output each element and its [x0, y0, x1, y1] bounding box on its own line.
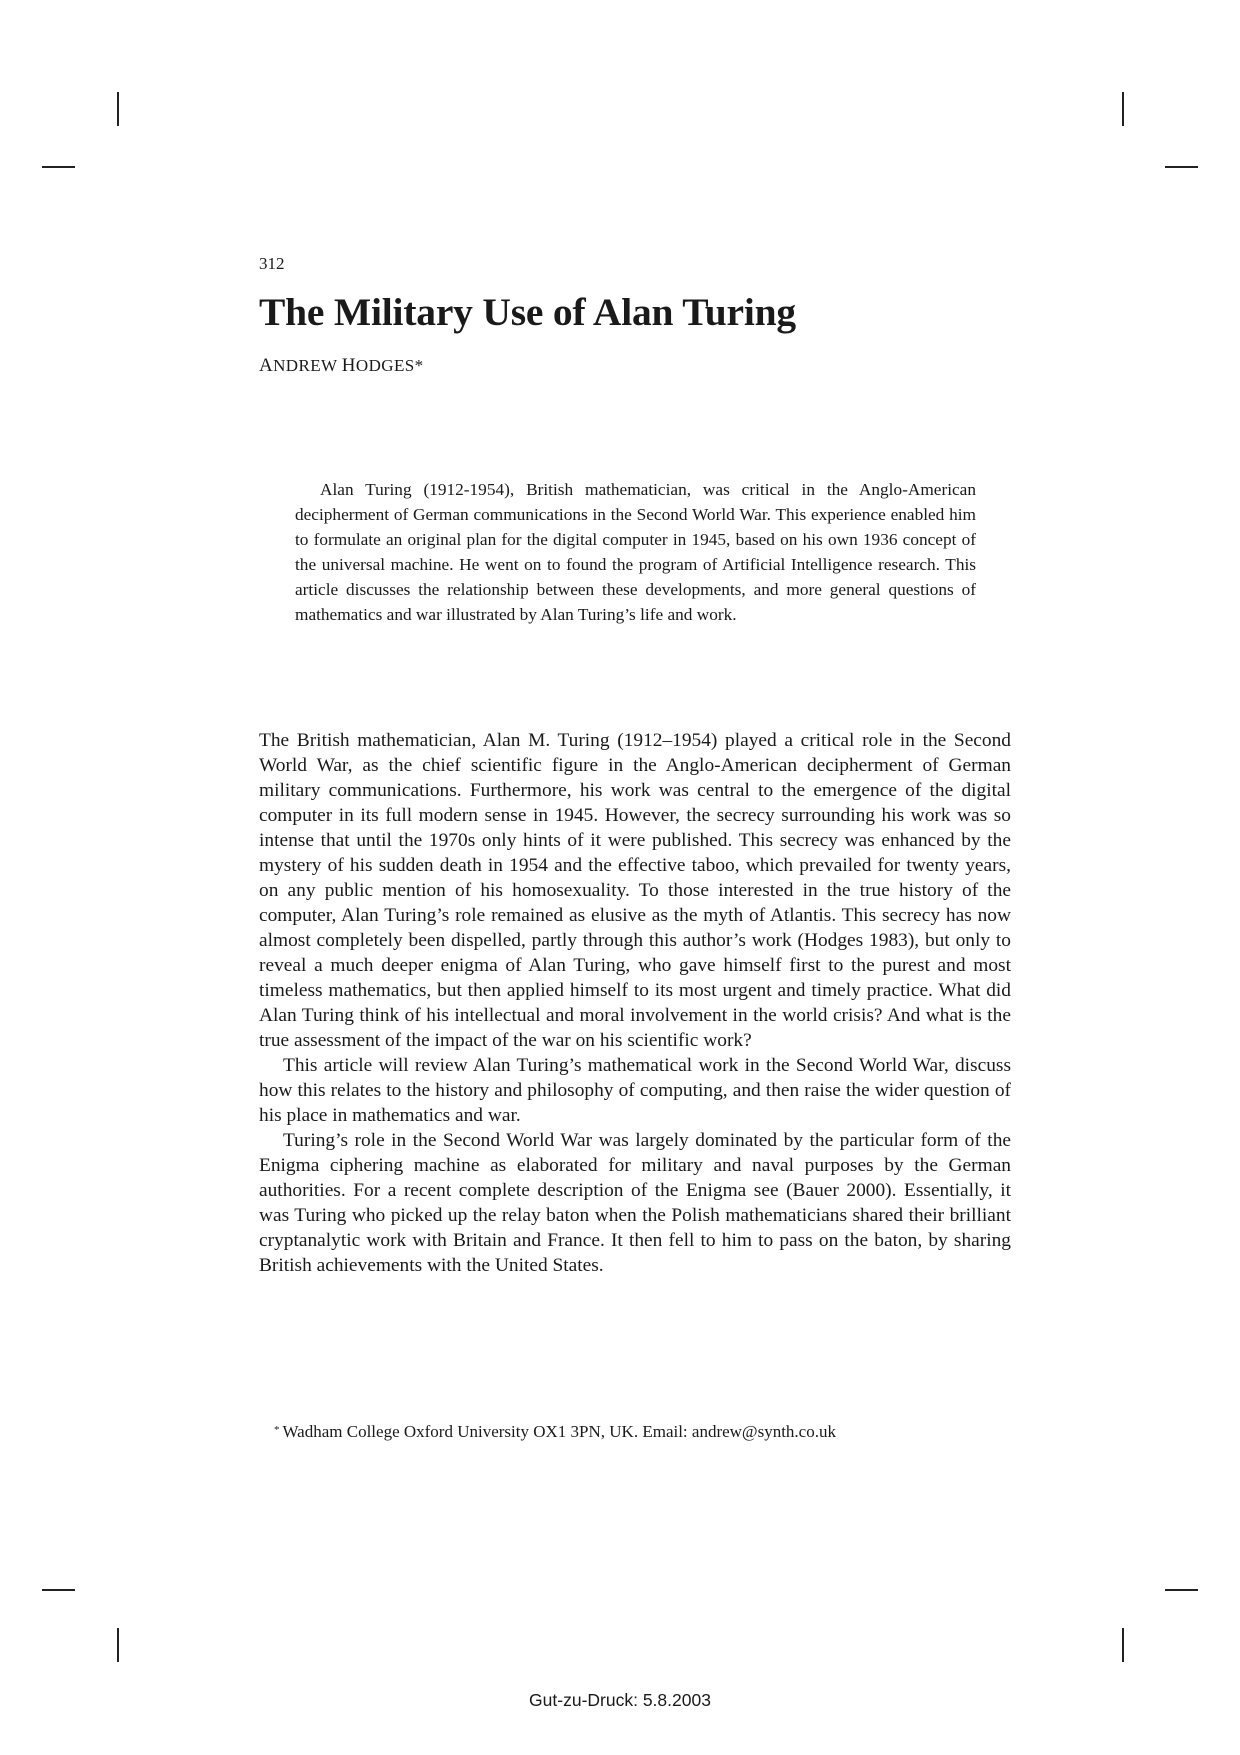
crop-mark — [1122, 1628, 1124, 1662]
footnote-text: Wadham College Oxford University OX1 3PN, UK. Email: andrew@synth.co.uk — [282, 1422, 836, 1441]
paragraph: The British mathematician, Alan M. Turing (1912–1954) played a critical role in the Second World War, as the chief scientific figure in the Anglo-American decipherment of German military communications. Furthermore, his work was central to the emergence of the digital computer in its full modern sense in 1945. However, the secrecy surrounding his work was so intense that until the 1970s only hints of it were published. This secrecy was enhanced by the mystery of his sudden death in 1954 and the effective taboo, which prevailed for twenty years, on any public mention of his homosexuality. To those interested in the true history of the computer, Alan Turing’s role remained as elusive as the myth of Atlantis. This secrecy has now almost completely been dispelled, partly through this author’s work (Hodges 1983), but only to reveal a much deeper enigma of Alan Turing, who gave himself first to the purest and most timeless mathematics, but then applied himself to its most urgent and timely practice. What did Alan Turing think of his intellectual and moral involvement in the world crisis? And what is the true assessment of the impact of the war on his scientific work? — [259, 730, 1011, 1051]
crop-mark — [42, 166, 75, 168]
crop-mark — [117, 1628, 119, 1662]
body-text — [259, 728, 1011, 1278]
author-name: ANDREW HODGES* — [259, 355, 424, 376]
crop-mark — [1122, 92, 1124, 126]
crop-mark — [117, 92, 119, 126]
paragraph: This article will review Alan Turing’s mathematical work in the Second World War, discuss how this relates to the history and philosophy of computing, and then raise the wider question of his place in mathematics and war. — [259, 1055, 1011, 1126]
paragraph: Turing’s role in the Second World War was largely dominated by the particular form of the Enigma ciphering machine as elaborated for military and naval purposes by the German authorities. For a recent complete description of the Enigma see (Bauer 2000). Essentially, it was Turing who picked up the relay baton when the Polish mathematicians shared their brilliant cryptanalytic work with Britain and France. It then fell to him to pass on the baton, by sharing British achievements with the United States. — [259, 1130, 1011, 1276]
crop-mark — [1165, 1589, 1198, 1591]
page-number: 312 — [259, 254, 285, 273]
article-title: The Military Use of Alan Turing — [259, 290, 796, 334]
abstract — [295, 478, 976, 627]
crop-mark — [42, 1589, 75, 1591]
footnote — [274, 1418, 836, 1444]
footnote-marker: * — [274, 1424, 280, 1436]
print-approval-footer: Gut-zu-Druck: 5.8.2003 — [529, 1690, 711, 1710]
abstract-text: Alan Turing (1912-1954), British mathematician, was critical in the Anglo-American decipherment of German communications in the Second World War. This experience enabled him to formulate an original plan for the digital computer in 1945, based on his own 1936 concept of the universal machine. He went on to found the program of Artificial Intelligence research. This article discusses the relationship between these developments, and more general questions of mathematics and war illustrated by Alan Turing’s life and work. — [295, 480, 976, 624]
crop-mark — [1165, 166, 1198, 168]
